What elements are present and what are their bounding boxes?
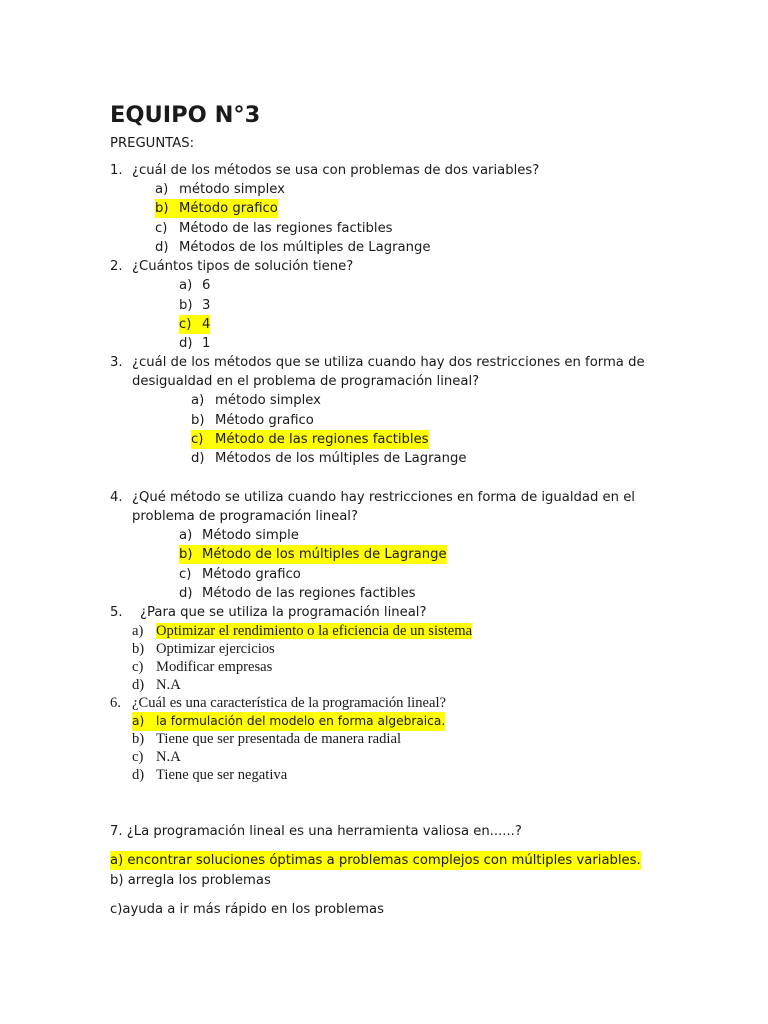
question-4-cont: problema de programación lineal? xyxy=(132,509,358,524)
question-3-cont: desigualdad en el problema de programación lineal? xyxy=(132,374,480,389)
option-3d: d) Métodos de los múltiples de Lagrange xyxy=(191,451,467,466)
option-1c: c) Método de las regiones factibles xyxy=(155,221,393,236)
option-6c: c) N.A xyxy=(132,749,181,765)
option-5a: a) Optimizar el rendimiento o la eficiencia de un sistema xyxy=(132,623,473,639)
question-5: 5. ¿Para que se utiliza la programación lineal? xyxy=(110,605,427,620)
question-7: 7. ¿La programación lineal es una herramienta valiosa en......? xyxy=(110,824,522,839)
option-1d: d) Métodos de los múltiples de Lagrange xyxy=(155,240,431,255)
option-7b: b) arregla los problemas xyxy=(110,873,271,888)
option-5d: d) N.A xyxy=(132,677,181,693)
option-2a: a) 6 xyxy=(179,278,211,293)
option-1a: a) método simplex xyxy=(155,182,285,197)
option-2d: d) 1 xyxy=(179,336,211,351)
option-6a-answer: a) la formulación del modelo en forma algebraica. xyxy=(132,712,445,731)
question-1: 1. ¿cuál de los métodos se usa con problemas de dos variables? xyxy=(110,163,540,178)
question-3: 3. ¿cuál de los métodos que se utiliza cuando hay dos restricciones en forma de xyxy=(110,355,645,370)
option-2b: b) 3 xyxy=(179,298,211,313)
option-4d: d) Método de las regiones factibles xyxy=(179,586,416,601)
option-4c: c) Método grafico xyxy=(179,567,301,582)
section-label: PREGUNTAS: xyxy=(110,136,195,151)
option-7c: c)ayuda a ir más rápido en los problemas xyxy=(110,902,384,917)
option-4b-answer: b) Método de los múltiples de Lagrange xyxy=(179,547,447,562)
question-6: 6. ¿Cuál es una característica de la programación lineal? xyxy=(110,695,447,711)
option-6b: b) Tiene que ser presentada de manera radial xyxy=(132,731,402,747)
question-2: 2. ¿Cuántos tipos de solución tiene? xyxy=(110,259,354,274)
option-2c-answer: c) 4 xyxy=(179,317,211,332)
option-3c-answer: c) Método de las regiones factibles xyxy=(191,432,429,447)
option-3b: b) Método grafico xyxy=(191,413,314,428)
question-4: 4. ¿Qué método se utiliza cuando hay restricciones en forma de igualdad en el xyxy=(110,490,635,505)
option-7a-answer: a) encontrar soluciones óptimas a problemas complejos con múltiples variables. xyxy=(110,853,641,868)
page-title: EQUIPO N°3 xyxy=(110,102,261,128)
option-1b-answer: b) Método grafico xyxy=(155,201,278,216)
option-6d: d) Tiene que ser negativa xyxy=(132,767,288,783)
option-5b: b) Optimizar ejercicios xyxy=(132,641,275,657)
option-5c: c) Modificar empresas xyxy=(132,659,273,675)
option-4a: a) Método simple xyxy=(179,528,299,543)
option-3a: a) método simplex xyxy=(191,393,321,408)
